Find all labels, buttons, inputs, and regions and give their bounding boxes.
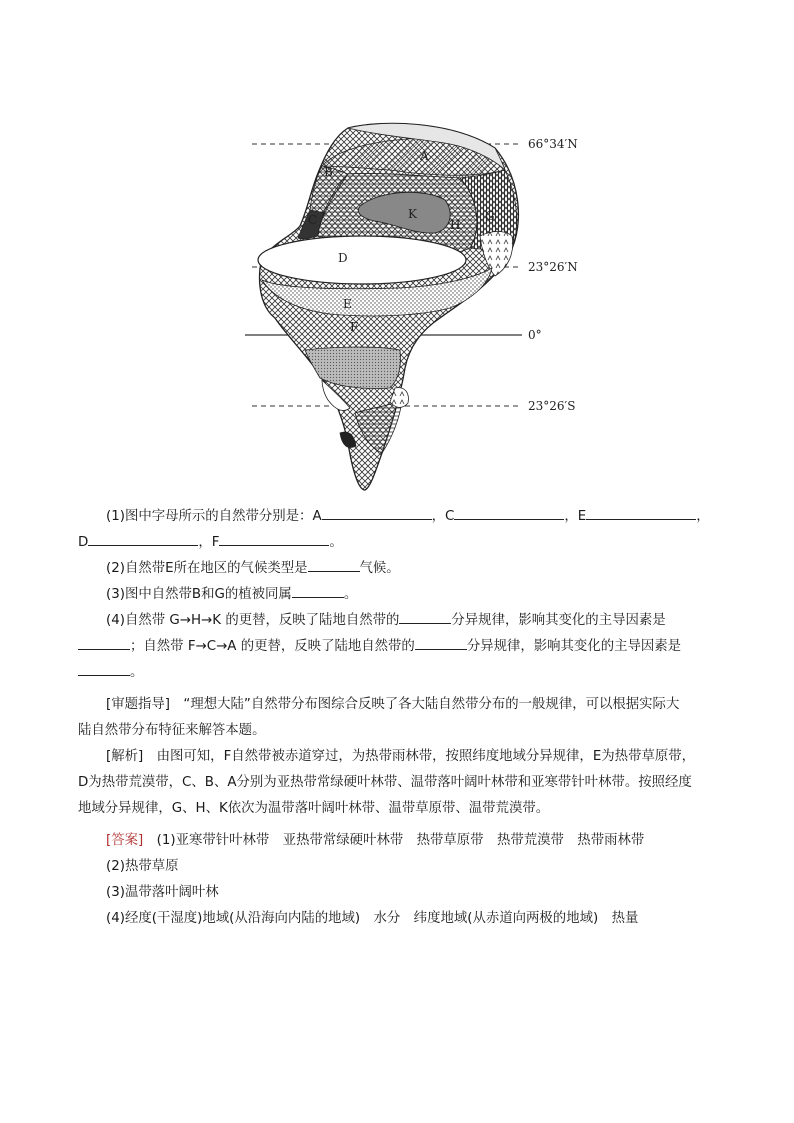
answer-4: (4)经度(干湿度)地域(从沿海向内陆的地域) 水分 纬度地域(从赤道向两极的地域) 热量 bbox=[106, 911, 639, 926]
zone-letter-f: F bbox=[350, 320, 359, 334]
guide-text-1: “理想大陆”自然带分布图综合反映了各大陆自然带分布的一般规律，可以根据实际大 bbox=[183, 697, 680, 712]
zone-letter-a: A bbox=[420, 149, 429, 163]
q4-blank-1[interactable] bbox=[399, 608, 451, 624]
analysis-line-2 bbox=[78, 770, 718, 796]
q1-end: 。 bbox=[329, 535, 343, 550]
label-equator: 0° bbox=[528, 328, 542, 342]
guide-block bbox=[78, 692, 718, 744]
label-tropic-capricorn: 23°26′S bbox=[528, 399, 576, 413]
answer-2: (2)热带草原 bbox=[106, 859, 179, 874]
question-1-cont: D ，F 。 bbox=[78, 530, 718, 556]
ideal-continent-figure bbox=[230, 118, 600, 496]
question-4 bbox=[78, 608, 718, 634]
q1-label-e: E bbox=[577, 509, 587, 524]
questions-block bbox=[78, 504, 718, 686]
guide-tag: [审题指导] bbox=[106, 697, 171, 712]
guide-text-2: 陆自然带分布特征来解答本题。 bbox=[78, 723, 266, 738]
q3-after: 。 bbox=[343, 587, 358, 602]
question-4-cont bbox=[78, 634, 718, 660]
q4-blank-4[interactable] bbox=[78, 660, 130, 676]
q4-part4: 分异规律，影响其变化的主导因素是 bbox=[466, 639, 682, 654]
question-3 bbox=[78, 582, 718, 608]
q1-label-d: D bbox=[78, 535, 89, 550]
zone-letter-d: D bbox=[338, 251, 348, 265]
answer-block bbox=[78, 828, 718, 932]
analysis-tag: [解析] bbox=[106, 749, 144, 764]
q2-blank[interactable] bbox=[308, 556, 360, 572]
q1-blank-d[interactable] bbox=[88, 530, 198, 546]
zone-letter-e: E bbox=[343, 297, 352, 311]
answer-tag: [答案] bbox=[106, 833, 144, 848]
q4-part1: (4)自然带 G→H→K 的更替，反映了陆地自然带的 bbox=[106, 613, 400, 628]
q4-part3: ；自然带 F→C→A 的更替，反映了陆地自然带的 bbox=[130, 639, 415, 654]
zone-d-area bbox=[258, 236, 466, 284]
question-1: (1)图中字母所示的自然带分别是：A ，C ，E ， bbox=[78, 504, 718, 530]
analysis-line-1 bbox=[78, 744, 718, 770]
answer-line-1 bbox=[78, 828, 718, 854]
q1-blank-a[interactable] bbox=[322, 504, 432, 520]
q2-after: 气候。 bbox=[359, 561, 400, 576]
q4-blank-3[interactable] bbox=[415, 634, 467, 650]
q1-label-a: A bbox=[312, 509, 322, 524]
q3-before: (3)图中自然带B和G的植被同属 bbox=[106, 587, 292, 602]
analysis-line-3 bbox=[78, 796, 718, 822]
label-arctic-circle: 66°34′N bbox=[528, 137, 578, 151]
zone-letter-g: G bbox=[485, 209, 495, 223]
analysis-text-2: D为热带荒漠带，C、B、A分别为亚热带常绿硬叶林带、温带落叶阔叶林带和亚寒带针叶林带。按照经度 bbox=[78, 775, 692, 790]
q2-before: (2)自然带E所在地区的气候类型是 bbox=[106, 561, 308, 576]
q1-blank-c[interactable] bbox=[454, 504, 564, 520]
q1-prefix: (1)图中字母所示的自然带分别是： bbox=[106, 509, 313, 524]
label-tropic-cancer: 23°26′N bbox=[528, 260, 578, 274]
answer-line-4 bbox=[78, 906, 718, 932]
q4-part5: 。 bbox=[130, 665, 144, 680]
analysis-text-3: 地域分异规律，G、H、K依次为温带落叶阔叶林带、温带草原带、温带荒漠带。 bbox=[78, 801, 550, 816]
analysis-text-1: 由图可知，F自然带被赤道穿过，为热带雨林带，按照纬度地域分异规律，E为热带草原带， bbox=[156, 749, 696, 764]
zone-letter-k: K bbox=[408, 207, 417, 221]
q4-part2: 分异规律，影响其变化的主导因素是 bbox=[451, 613, 666, 628]
analysis-block bbox=[78, 744, 718, 822]
q3-blank[interactable] bbox=[292, 582, 344, 598]
zone-letter-h: H bbox=[450, 218, 461, 232]
answer-3: (3)温带落叶阔叶林 bbox=[106, 885, 219, 900]
answer-line-2 bbox=[78, 854, 718, 880]
guide-line-2 bbox=[78, 718, 718, 744]
q1-label-c: C bbox=[445, 509, 455, 524]
guide-line-1 bbox=[78, 692, 718, 718]
question-4-cont2 bbox=[78, 660, 718, 686]
q1-blank-f[interactable] bbox=[219, 530, 329, 546]
zone-letter-b: B bbox=[324, 165, 333, 179]
q1-blank-e[interactable] bbox=[586, 504, 696, 520]
q4-blank-2[interactable] bbox=[78, 634, 130, 650]
q1-label-f: F bbox=[211, 535, 220, 550]
answer-line-3 bbox=[78, 880, 718, 906]
question-2 bbox=[78, 556, 718, 582]
answer-1: (1)亚寒带针叶林带 亚热带常绿硬叶林带 热带草原带 热带荒漠带 热带雨林带 bbox=[156, 833, 645, 848]
zone-letter-c: C bbox=[308, 213, 318, 227]
